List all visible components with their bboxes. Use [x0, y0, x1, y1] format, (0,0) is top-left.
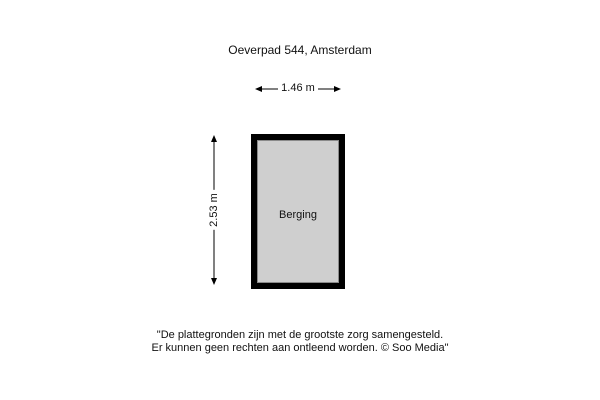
height-dimension-label: 2.53 m [208, 190, 220, 230]
disclaimer-line-2: Er kunnen geen rechten aan ontleend worden. © Soo Media" [151, 342, 449, 354]
room-berging [251, 134, 345, 289]
width-dimension-label: 1.46 m [278, 82, 318, 94]
disclaimer [0, 329, 600, 355]
disclaimer-line-1: "De plattegronden zijn met de grootste zorg samengesteld. [156, 329, 444, 341]
address-title: Oeverpad 544, Amsterdam [228, 43, 372, 57]
room-label: Berging [279, 209, 317, 221]
